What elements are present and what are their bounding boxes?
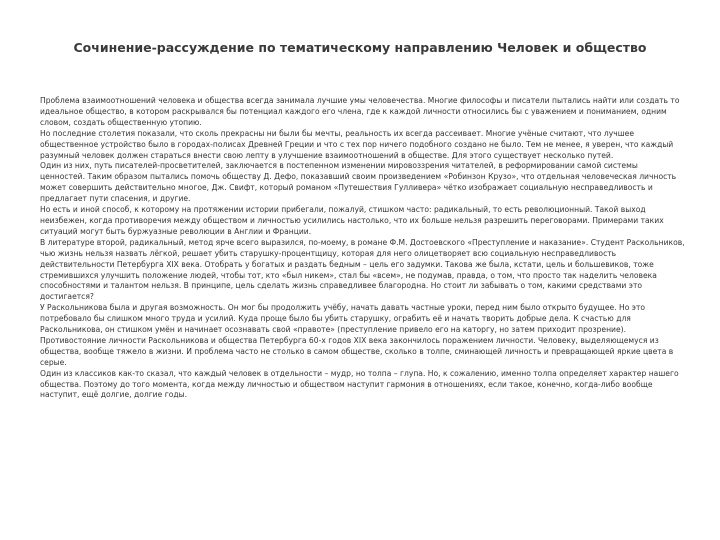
essay-paragraph: Но есть и иной способ, к которому на протяжении истории прибегали, пожалуй, стишком часто: радикальный, то есть революционный. Такой выход неизбежен, когда противоречия между обществом и личностью усилились настолько, что их больше нельзя разрешить переговорами. Примерами таких ситуаций могут быть буржуазные революции в Англии и Франции. [40,205,664,236]
essay-paragraph: Один из классиков как-то сказал, что каждый человек в отдельности – мудр, но толпа – глупа. Но, к сожалению, именно толпа определяет характер нашего общества. Поэтому до того момента, когда между личностью и обществом наступит гармония в отношениях, если такое, конечно, когда-либо вообще наступит, ещё долгие, долгие годы. [40,368,679,400]
essay-paragraph: Но последние столетия показали, что сколь прекрасны ни были бы мечты, реальность их всегда рассеивает. Многие учёные считают, что лучшее общественное устройство было в городах-полисах Древней Греции и что с тех пор ничего подобного создано не было. Тем не менее, я уверен, что каждый разумный человек должен стараться внести свою лепту в улучшение взаимоотношений в обществе. Для этого существует несколько путей. [40,128,674,160]
essay-paragraph: Проблема взаимоотношений человека и общества всегда занимала лучшие умы человечества. Многие философы и писатели пытались найти или создать то идеальное общество, в котором раскрывался бы потенциал каждого его члена, где к каждой личности относились бы с уважением и пониманием, одним словом, создать общественную утопию. [40,96,680,127]
page-title: Сочинение-рассуждение по тематическому направлению Человек и общество [73,40,647,55]
essay-paragraph: У Раскольникова была и другая возможность. Он мог бы продолжить учёбу, начать давать частные уроки, перед ним было открыто будущее. Но это потребовало бы слишком много труда и усилий. Куда проще было бы убить старушку, ограбить её и начать творить добрые дела. К счастью для Раскольникова, он стишком умён и начинает осознавать свой «правоте» (преступление привело его на каторгу, но затем приходит прозрение). [40,303,646,335]
essay-paragraph: Противостояние личности Раскольникова и общества Петербурга 60-х годов XIX века закончилось поражением личности. Человеку, выделяющемуся из общества, вообще тяжело в жизни. И проблема часто не столько в самом обществе, сколько в толпе, сминающей личность и превращающей яркие цвета в серые. [40,335,674,367]
essay-body [40,96,685,401]
essay-paragraph: В литературе второй, радикальный, метод ярче всего выразился, по-моему, в романе Ф.М. Достоевского «Преступление и наказание». Студент Раскольников, чью жизнь нельзя назвать лёгкой, решает убить старушку-процентщицу, которая для него олицетворяет всю социальную несправедливость действительности Петербурга XIX века. Отобрать у богатых и раздать бедным – цель его задумки. Такова же была, кстати, цель и большевиков, тоже стремившихся улучшить положение людей, чтобы тот, кто «был никем», стал бы «всем», не подумав, правда, о том, что просто так наделить человека способностями и талантом нельзя. В принципе, цель сделать жизнь справедливее благородна. Но стоит ли забывать о том, какими средствами это достигается? [40,237,685,302]
essay-paragraph: Один из них, путь писателей-просветителей, заключается в постепенном изменении мировоззрения читателей, в реформировании самой системы ценностей. Таким образом пытались помочь обществу Д. Дефо, показавший своим произведением «Робинзон Крузо», что отдельная человеческая личность может совершить действительно многое, Дж. Свифт, который романом «Путешествия Гулливера» чётко изображает социальную несправедливость и предлагает пути спасения, и другие. [40,161,677,204]
